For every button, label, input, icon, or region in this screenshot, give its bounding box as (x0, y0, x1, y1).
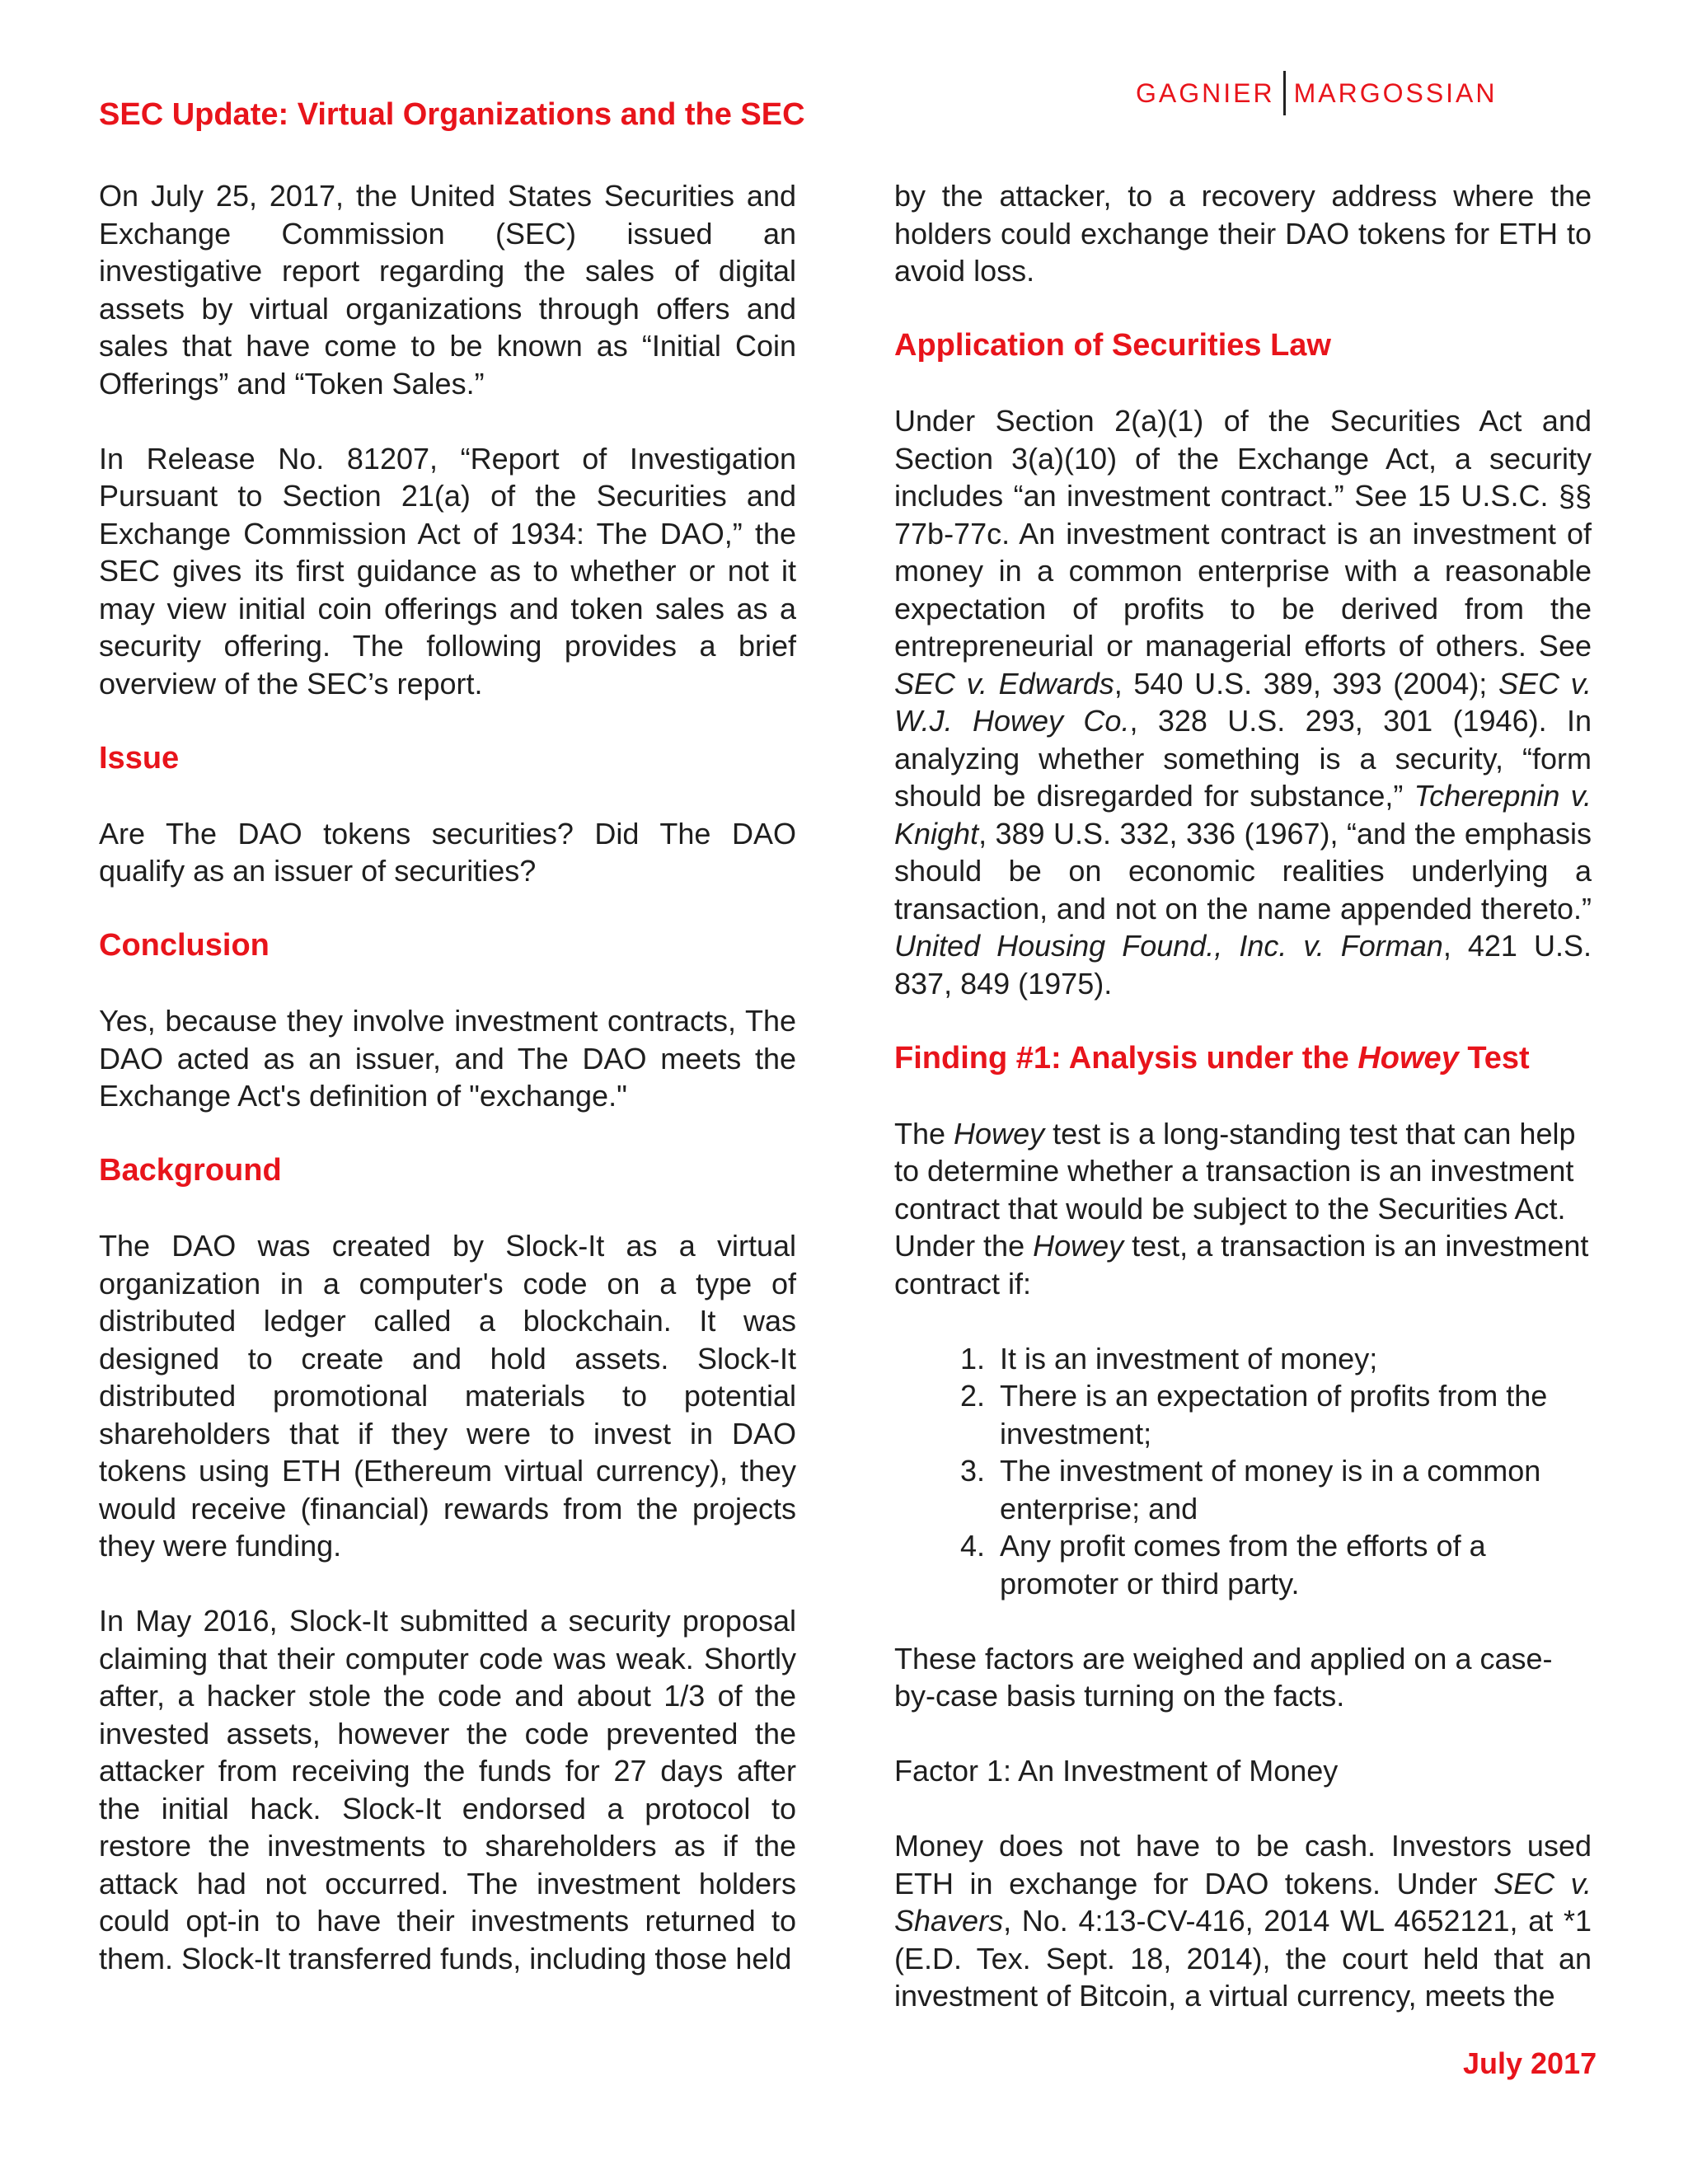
firm-logo (1136, 71, 1498, 115)
finding-heading: Finding #1: Analysis under the Howey Test (894, 1040, 1530, 1076)
conclusion-text: Yes, because they involve investment contracts, The DAO acted as an issuer, and The DAO meets the Exchange Act's definition of "exchange." (99, 1004, 796, 1113)
background-paragraph-2: In May 2016, Slock-It submitted a security proposal claiming that their computer code was weak. Shortly after, a hacker stole the code and about 1/3 of the invested assets, however the code prevented the attacker from receiving the funds for 27 days after the initial hack. Slock-It endorsed a protocol to restore the investments to shareholders as if the attack had not occurred. The investment holders could opt-in to have their investments returned to them. Slock-It transferred funds, including those held (99, 1604, 796, 1975)
intro-paragraph-1: On July 25, 2017, the United States Securities and Exchange Commission (SEC) issued an investigative report regarding the sales of digital assets by virtual organizations through offers and sales that have come to be known as “Initial Coin Offerings” and “Token Sales.” (99, 179, 796, 401)
intro-paragraph-2: In Release No. 81207, “Report of Investigation Pursuant to Section 21(a) of the Securities and Exchange Commission Act of 1934: The DAO,” the SEC gives its first guidance as to whether or not it may view initial coin offerings and token sales as a security offering. The following provides a brief overview of the SEC’s report. (99, 441, 796, 701)
conclusion-heading: Conclusion (99, 928, 270, 963)
list-item: 1. It is an investment of money; (993, 1340, 1592, 1378)
factor1-heading: Factor 1: An Investment of Money (894, 1754, 1339, 1788)
howey-paragraph: The Howey test is a long-standing test that can help to determine whether a transaction is an investment contract that would be subject to the Securities Act. Under the Howey test, a transaction is an investment contract if: (894, 1116, 1589, 1301)
logo-left-text: GAGNIER (1136, 77, 1275, 108)
case-citation: SEC v. W.J. Howey Co. (894, 666, 1592, 738)
page-title: SEC Update: Virtual Organizations and the SEC (99, 97, 805, 132)
factors-note: These factors are weighed and applied on a case-by-case basis turning on the facts. (894, 1641, 1553, 1713)
issue-text: Are The DAO tokens securities? Did The DAO qualify as an issuer of securities? (99, 816, 796, 888)
application-heading: Application of Securities Law (894, 328, 1331, 363)
continuation-paragraph: by the attacker, to a recovery address where the holders could exchange their DAO tokens for ETH to avoid loss. (894, 179, 1592, 288)
background-paragraph-1: The DAO was created by Slock-It as a virtual organization in a computer's code on a type of distributed ledger called a blockchain. It was designed to create and hold assets. Slock-It distributed promotional materials to potential shareholders that if they were to invest in DAO tokens using ETH (Ethereum virtual currency), they would receive (financial) rewards from the projects they were funding. (99, 1229, 796, 1563)
logo-right-text: MARGOSSIAN (1293, 77, 1498, 108)
left-column (99, 177, 796, 1977)
case-citation: SEC v. Shavers (894, 1866, 1592, 1938)
background-heading: Background (99, 1153, 282, 1188)
application-paragraph: Under Section 2(a)(1) of the Securities Act and Section 3(a)(10) of the Exchange Act, a security includes “an investment contract.” See 15 U.S.C. §§ 77b-77c. An investment contract is an investment of money in a common enterprise with a reasonable expectation of profits to be derived from the entrepreneurial or managerial efforts of others. See SEC v. Edwards, 540 U.S. 389, 393 (2004); SEC v. W.J. Howey Co., 328 U.S. 293, 301 (1946). In analyzing whether something is a security, “form should be disregarded for substance,” Tcherepnin v. Knight, 389 U.S. 332, 336 (1967), “and the emphasis should be on economic realities underlying a transaction, and not on the name appended thereto.” United Housing Found., Inc. v. Forman, 421 U.S. 837, 849 (1975). (894, 404, 1592, 1001)
logo-divider (1283, 71, 1286, 115)
list-item: 3. The investment of money is in a common enterprise; and (993, 1452, 1592, 1527)
list-item: 4. Any profit comes from the efforts of a promoter or third party. (993, 1527, 1592, 1602)
issue-heading: Issue (99, 740, 180, 776)
case-citation: Tcherepnin v. Knight (894, 779, 1592, 851)
footer-date: July 2017 (1463, 2046, 1597, 2080)
factor1-paragraph: Money does not have to be cash. Investors used ETH in exchange for DAO tokens. Under SEC v. Shavers, No. 4:13-CV-416, 2014 WL 4652121, at *1 (E.D. Tex. Sept. 18, 2014), the court held that an investment of Bitcoin, a virtual currency, meets the (894, 1829, 1592, 2013)
howey-factors-list (894, 1340, 1592, 1603)
list-item: 2. There is an expectation of profits from the investment; (993, 1377, 1592, 1452)
right-column (894, 177, 1592, 2015)
case-citation: SEC v. Edwards (894, 666, 1114, 701)
case-citation: United Housing Found., Inc. v. Forman (894, 929, 1443, 963)
